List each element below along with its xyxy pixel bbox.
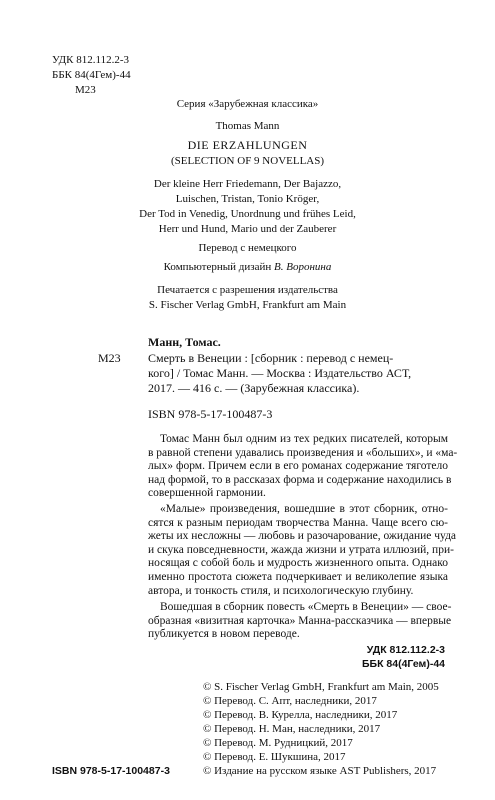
annotation-line: носящая с собой боль и мудрость жизненного опыта. Однако [148,557,448,570]
contents-line: Der kleine Herr Friedemann, Der Bajazzo, [153,178,342,190]
udk-code: УДК 812.112.2-3 [52,54,130,66]
copyright-line: © Издание на русском языке AST Publishers, 2017 [203,765,437,777]
annotation-line: над формой, то в рассказах форма и содержание находились в [148,473,452,486]
footer-isbn: ISBN 978-5-17-100487-3 [52,765,170,777]
catalog-line: кого] / Томас Манн. — Москва : Издательство АСТ, [148,366,412,380]
annotation-line: совершенной гармонии. [148,487,266,500]
annotation-line: «Малые» произведения, вошедшие в этот сборник, отно- [160,503,448,515]
contents-line: Der Tod in Venedig, Unordnung und frühes Leid, [139,208,356,220]
catalog-author-heading: Манн, Томас. [148,335,221,349]
series-label: Серия «Зарубежная классика» [176,98,319,110]
annotation-line: сятся к разным периодам творчества Манна. Чаще всего сю- [148,516,448,529]
translation-note: Перевод с немецкого [198,242,297,254]
author-mark: М23 [75,84,96,96]
annotation-line: жеты их несложны — любовь и разочарование, ожидание чуда [148,530,457,543]
copyright-line: © Перевод. В. Курелла, наследники, 2017 [203,709,398,721]
annotation-line: образная «визитная карточка» Манна-рассказчика — впервые [148,614,452,627]
original-title: DIE ERZAHLUNGEN [187,138,308,152]
catalog-line: Смерть в Венеции : [сборник : перевод с немец- [148,351,394,365]
design-note-prefix: Компьютерный дизайн [163,261,274,273]
catalog-isbn: ISBN 978-5-17-100487-3 [148,407,273,421]
annotation-line: Вошедшая в сборник повесть «Смерть в Венеции» — свое- [160,601,452,613]
annotation-line: лых» форм. Причем если в его романах содержание тяготело [148,460,448,473]
copyright-line: © S. Fischer Verlag GmbH, Frankfurt am Main, 2005 [203,681,439,693]
annotation-paragraph [148,433,458,501]
footer-bbk: ББК 84(4Гем)-44 [362,658,445,670]
annotation-line: в равной степени удавались произведения и «больших», и «ма- [148,446,458,459]
copyright-line: © Перевод. М. Рудницкий, 2017 [203,737,353,749]
copyright-line: © Перевод. С. Апт, наследники, 2017 [203,695,377,707]
catalog-line: 2017. — 416 с. — (Зарубежная классика). [148,381,360,395]
annotation-line: Томас Манн был одним из тех редких писателей, которым [160,433,448,445]
annotation-line: именно простота сюжета подчеркивает и великолепие языка [148,570,448,583]
copyright-line: © Перевод. Н. Ман, наследники, 2017 [203,723,381,735]
contents-line: Herr und Hund, Mario und der Zauberer [158,223,337,235]
designer-name: В. Воронина [274,261,332,273]
annotation-line: публикуется в новом переводе. [148,628,300,641]
catalog-code: М23 [98,351,121,365]
permission-line: S. Fischer Verlag GmbH, Frankfurt am Main [148,299,347,311]
annotation-paragraph [148,601,452,642]
bbk-code: ББК 84(4Гем)-44 [52,69,131,81]
footer-udk: УДК 812.112.2-3 [366,644,445,656]
contents-line: Luischen, Tristan, Tonio Kröger, [175,193,320,205]
design-note [0,261,495,274]
copyright-line: © Перевод. Е. Шукшина, 2017 [203,751,346,763]
annotation-line: и скука повседневности, жажда жизни и утрата иллюзий, при- [148,543,454,556]
permission-line: Печатается с разрешения издательства [157,284,338,296]
annotation-paragraph [148,503,457,598]
annotation-line: автора, и тонкость стиля, и психологическую глубину. [148,584,414,597]
original-author: Thomas Mann [215,120,280,132]
original-subtitle: (SELECTION OF 9 NOVELLAS) [170,155,325,167]
